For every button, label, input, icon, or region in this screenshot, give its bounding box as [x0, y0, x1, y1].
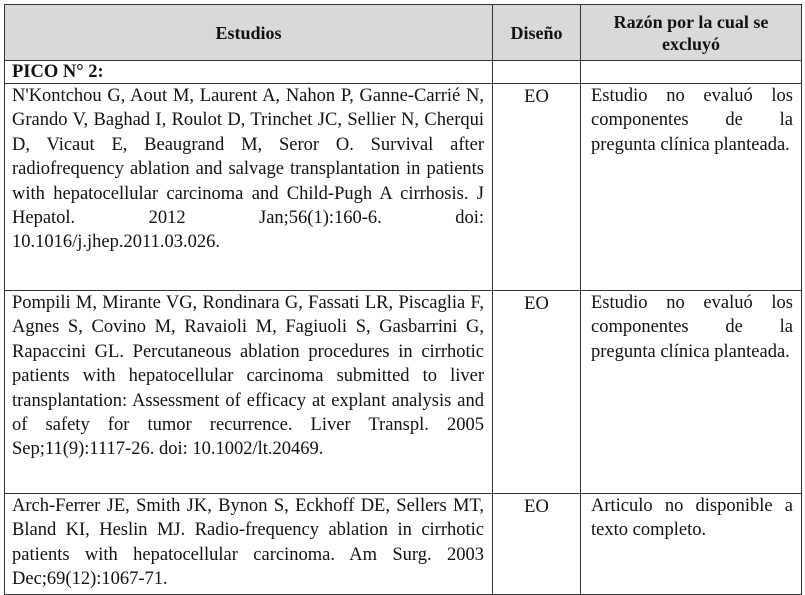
study-design: EO — [493, 494, 581, 595]
section-row — [5, 61, 802, 84]
study-design: EO — [493, 291, 581, 494]
section-label: PICO N° 2: — [5, 61, 493, 84]
header-reason: Razón por la cual se excluyó — [581, 5, 802, 61]
exclusion-reason: Articulo no disponible a texto completo. — [581, 494, 802, 595]
header-row — [5, 5, 802, 61]
exclusion-table — [4, 4, 802, 595]
header-studies: Estudios — [5, 5, 493, 61]
study-citation: N'Kontchou G, Aout M, Laurent A, Nahon P, Ganne-Carrié N, Grando V, Baghad I, Roulot D, Trinchet JC, Sellier N, Cherqui D, Vicaut E, Beaugrand M, Seror O. Survival after radiofrequency ablation and salvage transplantation in patients with hepatocellular carcinoma and Child-Pugh A cirrhosis. J Hepatol. 2012 Jan;56(1):160-6. doi: 10.1016/j.jhep.2011.03.026. — [5, 84, 493, 291]
study-citation: Arch-Ferrer JE, Smith JK, Bynon S, Eckhoff DE, Sellers MT, Bland KI, Heslin MJ. Radio-frequency ablation in cirrhotic patients with hepatocellular carcinoma. Am Surg. 2003 Dec;69(12):1067-71. — [5, 494, 493, 595]
table-row — [5, 291, 802, 494]
section-empty-design — [493, 61, 581, 84]
exclusion-reason: Estudio no evaluó los componentes de la pregunta clínica planteada. — [581, 84, 802, 291]
table-row — [5, 84, 802, 291]
study-design: EO — [493, 84, 581, 291]
header-design: Diseño — [493, 5, 581, 61]
table-row — [5, 494, 802, 595]
section-empty-reason — [581, 61, 802, 84]
study-citation: Pompili M, Mirante VG, Rondinara G, Fassati LR, Piscaglia F, Agnes S, Covino M, Ravaioli M, Fagiuoli S, Gasbarrini G, Rapaccini GL. Percutaneous ablation procedures in cirrhotic patients with hepatocellular carcinoma submitted to liver transplantation: Assessment of efficacy at explant analysis and of safety for tumor recurrence. Liver Transpl. 2005 Sep;11(9):1117-26. doi: 10.1002/lt.20469. — [5, 291, 493, 494]
exclusion-reason: Estudio no evaluó los componentes de la pregunta clínica planteada. — [581, 291, 802, 494]
